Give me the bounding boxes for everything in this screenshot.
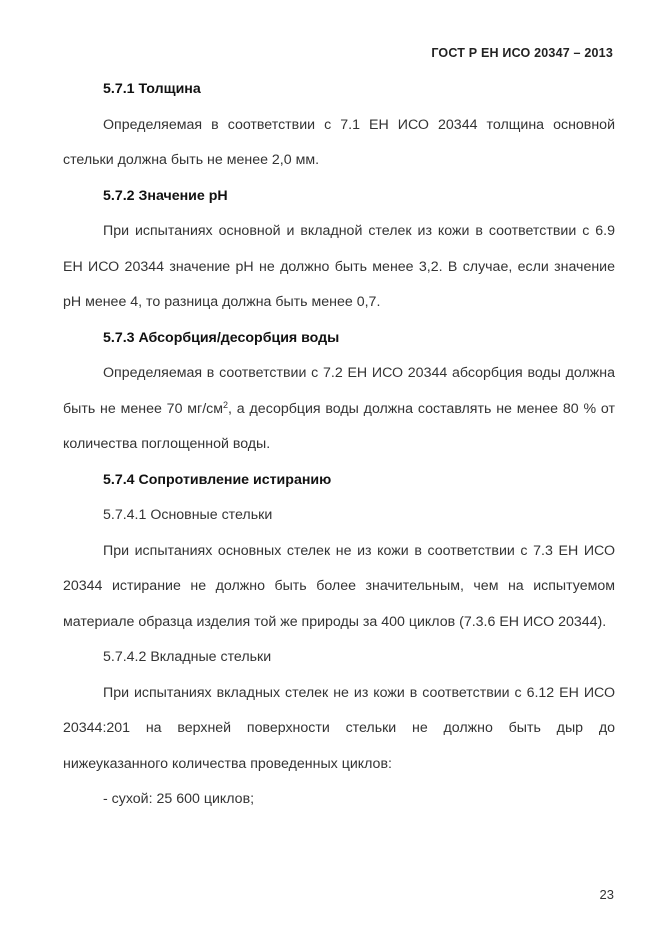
standard-header: ГОСТ Р ЕН ИСО 20347 – 2013 — [431, 46, 613, 60]
section-heading-5-7-2: 5.7.2 Значение рН — [103, 187, 228, 204]
list-item-dry: - сухой: 25 600 циклов; — [103, 791, 255, 807]
subsection-heading-5-7-4-2: 5.7.4.2 Вкладные стельки — [103, 649, 272, 665]
superscript-2: 2 — [223, 399, 229, 410]
page-number: 23 — [599, 887, 614, 902]
section-text-5-7-2: При испытаниях основной и вкладной стелек из кожи в соответствии с 6.9 ЕН ИСО 20344 значение рН не должно быть менее 3,2. В случае, если значение рН менее 4, то разница должна быть менее 0,7. — [63, 223, 615, 310]
section-heading-5-7-1: 5.7.1 Толщина — [103, 81, 201, 97]
section-text-5-7-3-part2: , а десорбция воды должна составлять не менее 80 % от количества поглощенной воды. — [63, 400, 615, 452]
subsection-heading-5-7-4-1: 5.7.4.1 Основные стельки — [103, 507, 273, 523]
section-text-5-7-1: Определяемая в соответствии с 7.1 ЕН ИСО 20344 толщина основной стельки должна быть не менее 2,0 мм. — [63, 116, 615, 168]
section-text-5-7-3 — [63, 356, 615, 463]
section-heading-5-7-4: 5.7.4 Сопротивление истиранию — [103, 471, 332, 488]
document-body — [63, 72, 615, 818]
subsection-text-5-7-4-2: При испытаниях вкладных стелек не из кожи в соответствии с 6.12 ЕН ИСО 20344:201 на верхней поверхности стельки не должно быть дыр до нижеуказанного количества проведенных циклов: — [63, 684, 615, 772]
section-heading-5-7-3: 5.7.3 Абсорбция/десорбция воды — [103, 329, 340, 346]
section-text-5-7-3-part1: Определяемая в соответствии с 7.2 ЕН ИСО 20344 абсорбция воды должна быть не менее 70 мг/см — [63, 365, 615, 417]
subsection-text-5-7-4-1: При испытаниях основных стелек не из кожи в соответствии с 7.3 ЕН ИСО 20344 истирание не должно быть более значительным, чем на испытуемом материале образца изделия той же природы за 400 циклов (7.3.6 ЕН ИСО 20344). — [63, 542, 615, 630]
